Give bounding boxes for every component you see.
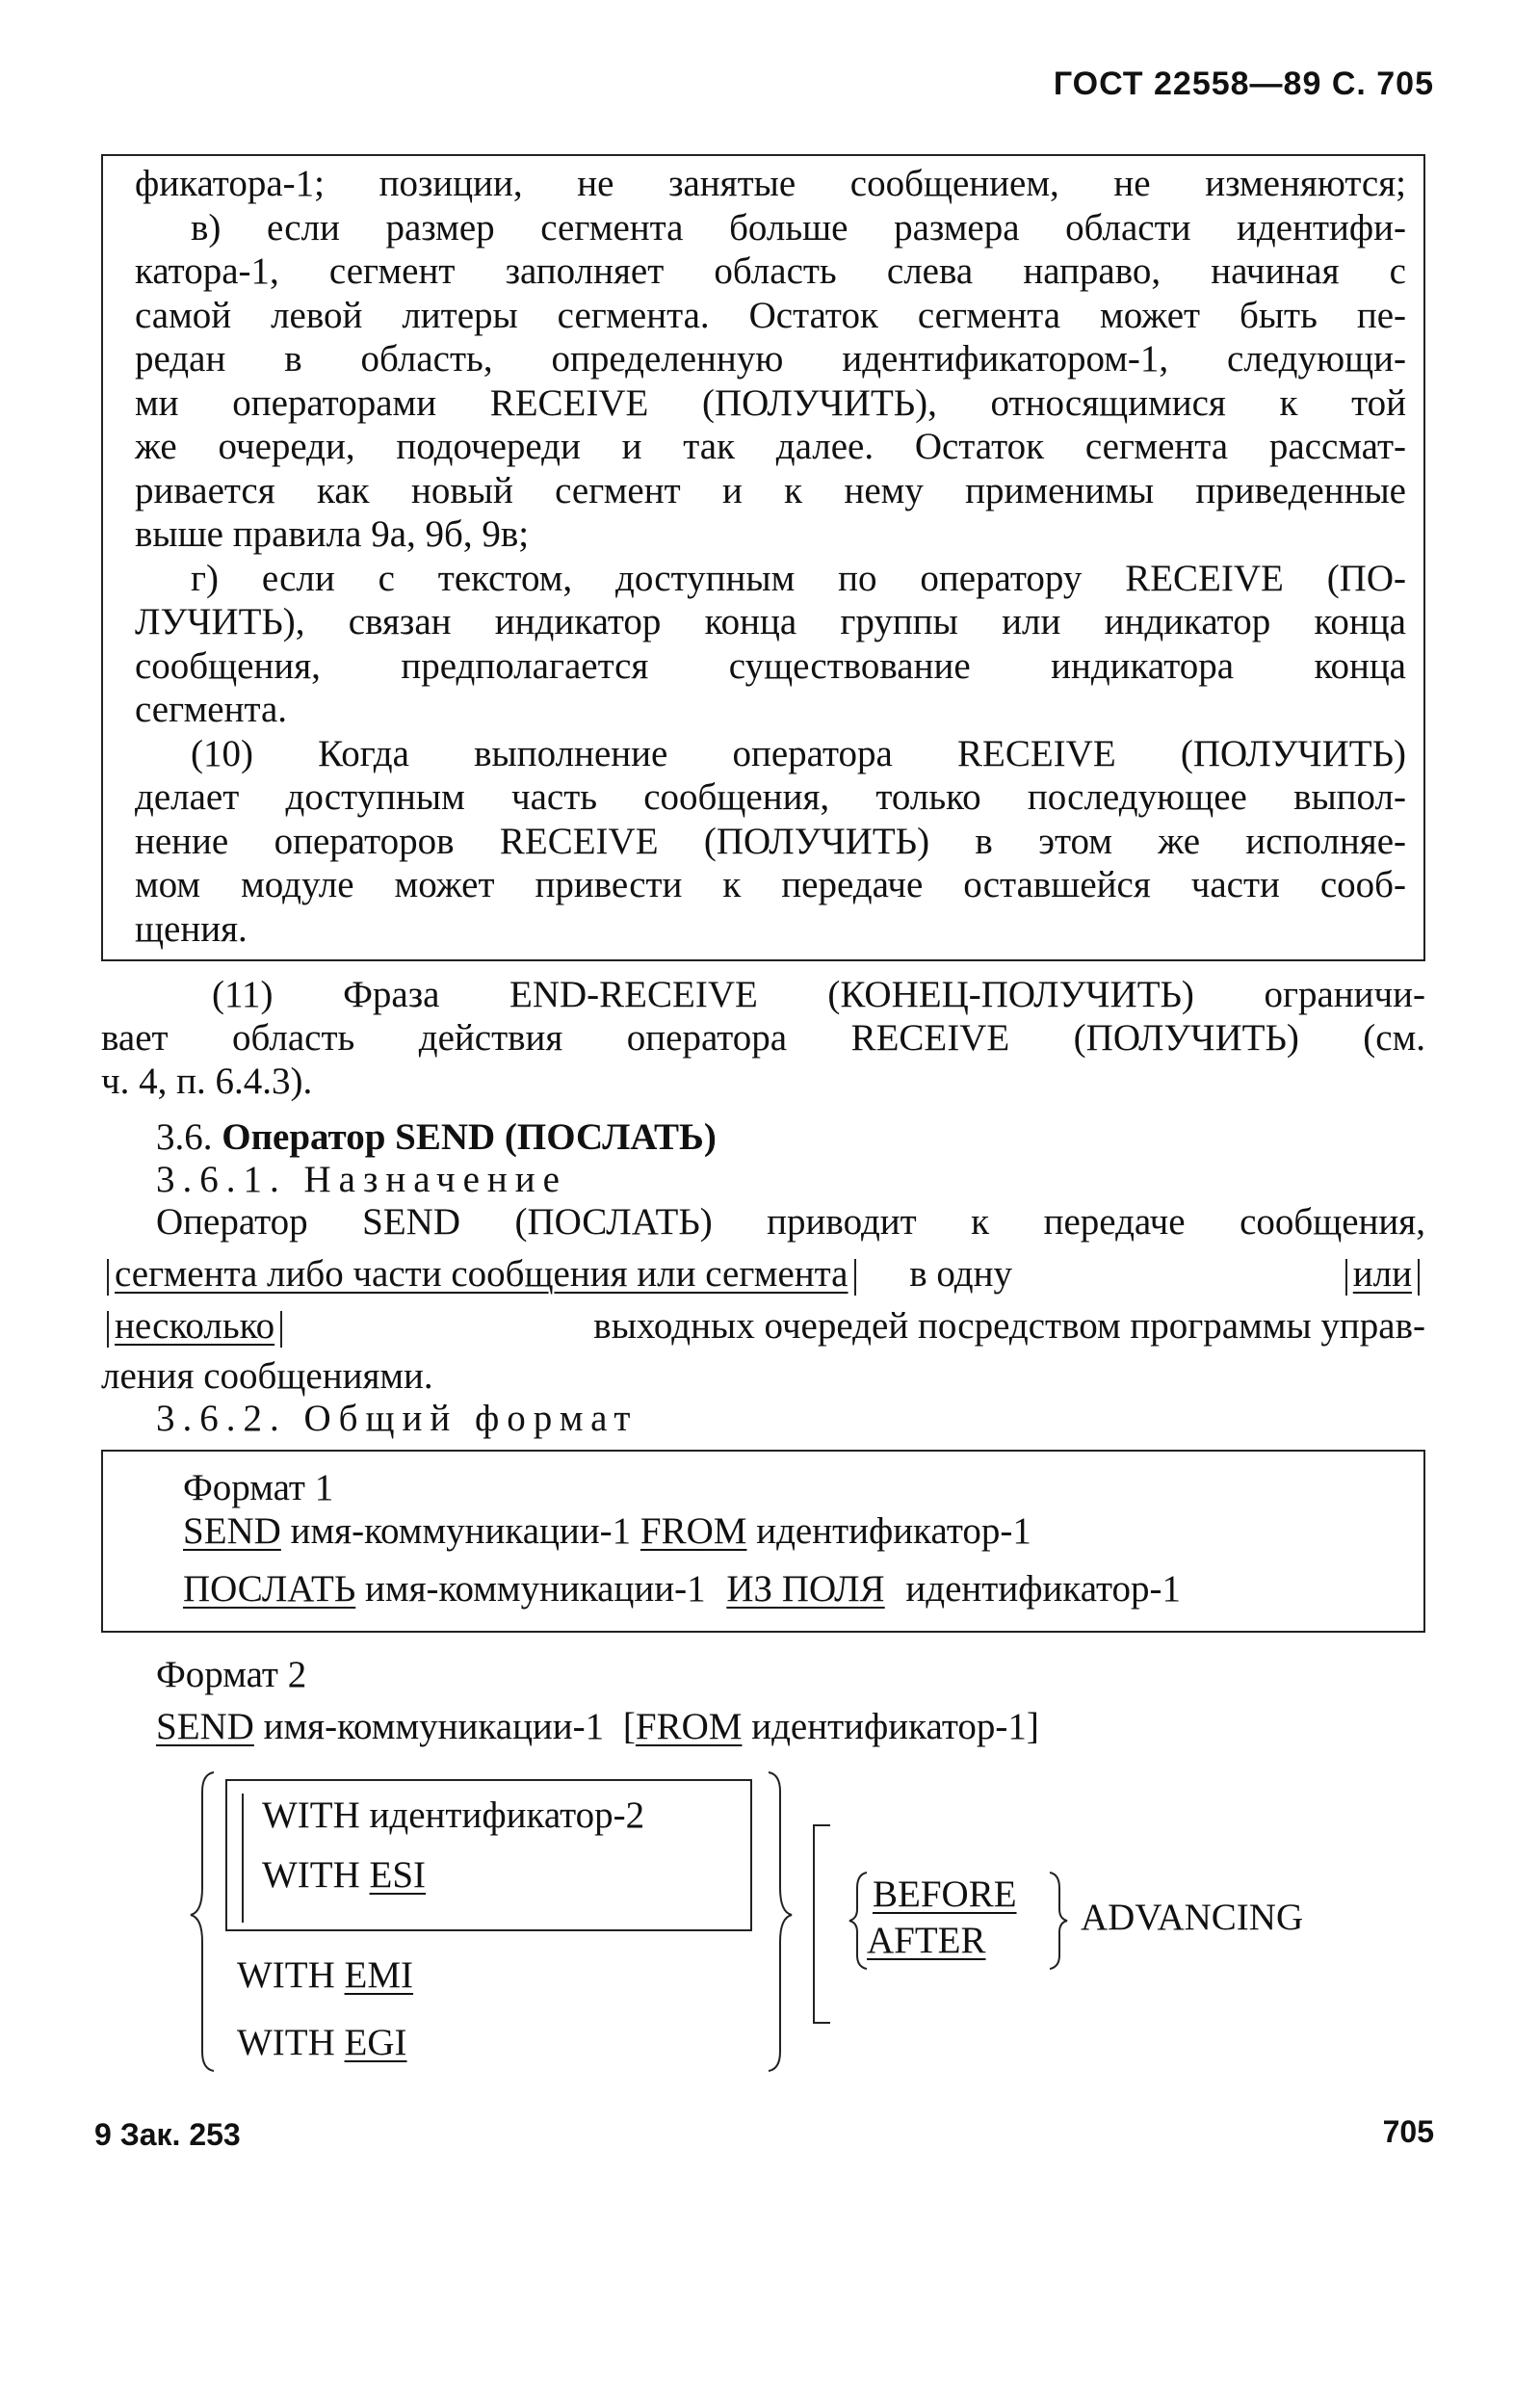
with-identifier-2: WITH идентификатор-2	[262, 1795, 645, 1836]
section-number: 3.6.	[156, 1116, 213, 1158]
optional-bracket: [	[622, 1706, 636, 1747]
box1-line: ми операторами RECEIVE (ПОЛУЧИТЬ), относящимися к той	[135, 381, 1406, 424]
box1-line: выше правила 9а, 9б, 9в;	[135, 513, 530, 555]
keyword-egi: EGI	[344, 2022, 407, 2063]
keyword-emi: EMI	[344, 1954, 414, 1996]
section-heading-3-6-1: 3.6.1. Назначение	[156, 1159, 567, 1200]
with-esi	[262, 1853, 426, 1897]
para11-line: вает область действия оператора RECEIVE (ПОЛУЧИТЬ) (см.	[101, 1017, 1425, 1059]
box1-line: сообщения, предполагается существование индикатора конца	[135, 644, 1406, 687]
box1-line: (10) Когда выполнение оператора RECEIVE (ПОЛУЧИТЬ)	[191, 732, 1406, 774]
box1-line: фикатора-1; позиции, не занятые сообщением, не изменяются;	[135, 163, 1406, 204]
keyword-advancing: ADVANCING	[1081, 1897, 1304, 1938]
operand: идентификатор-1	[756, 1510, 1031, 1552]
purpose-line-1: Оператор SEND (ПОСЛАТЬ) приводит к передаче сообщения,	[156, 1201, 1425, 1243]
operand: идентификатор-1	[905, 1568, 1182, 1610]
bracket-mark	[1345, 1259, 1347, 1296]
section-title: Оператор SEND (ПОСЛАТЬ)	[222, 1116, 717, 1158]
keyword-iz-polya: ИЗ ПОЛЯ	[726, 1568, 885, 1610]
section-heading-3-6-2: 3.6.2. Общий формат	[156, 1398, 639, 1439]
with-egi	[237, 2021, 407, 2064]
keyword-poslat: ПОСЛАТЬ	[183, 1568, 356, 1610]
underlined-text: сегмента либо части сообщения или сегмента	[115, 1253, 848, 1295]
box1-line: щения.	[135, 907, 248, 950]
small-right-brace	[1050, 1873, 1067, 1969]
format-1-title: Формат 1	[183, 1467, 334, 1508]
keyword-send: SEND	[156, 1706, 254, 1747]
keyword-with: WITH	[262, 1854, 360, 1896]
bracket-mark	[280, 1311, 282, 1348]
small-left-brace	[849, 1873, 867, 1969]
with-emi	[237, 1953, 413, 1997]
optional-square-bracket	[814, 1825, 830, 2023]
format-1-line-1	[183, 1509, 1031, 1553]
para11-line: (11) Фраза END-RECEIVE (КОНЕЦ-ПОЛУЧИТЬ) ограничи-	[212, 974, 1425, 1015]
purpose-line-3	[101, 1304, 1425, 1348]
bracket-mark	[1418, 1259, 1420, 1296]
box1-line: катора-1, сегмент заполняет область слева направо, начиная с	[135, 250, 1406, 292]
keyword-before: BEFORE	[873, 1873, 1017, 1915]
keyword-from: FROM	[639, 1510, 747, 1552]
bracket-mark	[107, 1259, 109, 1296]
para11-line: ч. 4, п. 6.4.3).	[101, 1061, 313, 1102]
right-brace	[769, 1772, 792, 2071]
box1-line: ривается как новый сегмент и к нему применимы приведенные	[135, 469, 1406, 511]
format-2-title: Формат 2	[156, 1654, 307, 1695]
box1-line: самой левой литеры сегмента. Остаток сегмента может быть пе-	[135, 294, 1406, 336]
box1-line: мом модуле может привести к передаче оставшейся части сооб-	[135, 864, 1406, 905]
page-header: ГОСТ 22558—89 С. 705	[1053, 65, 1434, 102]
operand: имя-коммуникации-1	[365, 1568, 706, 1610]
box1-line: ЛУЧИТЬ), связан индикатор конца группы или индикатор конца	[135, 601, 1406, 642]
box1-line: нение операторов RECEIVE (ПОЛУЧИТЬ) в этом же исполняе-	[135, 820, 1406, 862]
keyword-esi: ESI	[369, 1854, 427, 1896]
box1-line: сегмента.	[135, 689, 288, 730]
box1-line: в) если размер сегмента больше размера области идентифи-	[191, 206, 1406, 249]
bracket-mark	[107, 1311, 109, 1348]
keyword-with: WITH	[237, 2022, 335, 2063]
bracket-mark	[854, 1259, 856, 1296]
box1-line: г) если с текстом, доступным по оператору RECEIVE (ПО-	[191, 557, 1406, 599]
footer-order-number: 9 Зак. 253	[94, 2117, 241, 2152]
purpose-line-4: ления сообщениями.	[101, 1355, 433, 1397]
box1-line: редан в область, определенную идентификатором-1, следующи-	[135, 338, 1406, 380]
left-brace	[191, 1772, 214, 2071]
format-1-line-2	[183, 1567, 1181, 1611]
operand: идентификатор-1]	[751, 1706, 1039, 1747]
underlined-text: несколько	[115, 1305, 275, 1347]
keyword-send: SEND	[183, 1510, 281, 1552]
format-2-line-1	[156, 1705, 1039, 1748]
keyword-from: FROM	[635, 1706, 743, 1747]
section-heading-3-6	[156, 1115, 717, 1159]
purpose-line-2	[101, 1252, 1425, 1296]
keyword-after: AFTER	[867, 1920, 986, 1961]
footer-page-number: 705	[1382, 2114, 1434, 2149]
underlined-text: или	[1352, 1253, 1412, 1295]
box1-line: же очереди, подочереди и так далее. Остаток сегмента рассмат-	[135, 426, 1406, 467]
plain-text: в одну	[909, 1253, 1013, 1295]
plain-text: выходных очередей посредством программы управ-	[593, 1305, 1425, 1347]
keyword-with: WITH	[237, 1954, 335, 1996]
operand: имя-коммуникации-1	[263, 1706, 605, 1747]
box1-line: делает доступным часть сообщения, только последующее выпол-	[135, 776, 1406, 818]
operand: имя-коммуникации-1	[290, 1510, 632, 1552]
